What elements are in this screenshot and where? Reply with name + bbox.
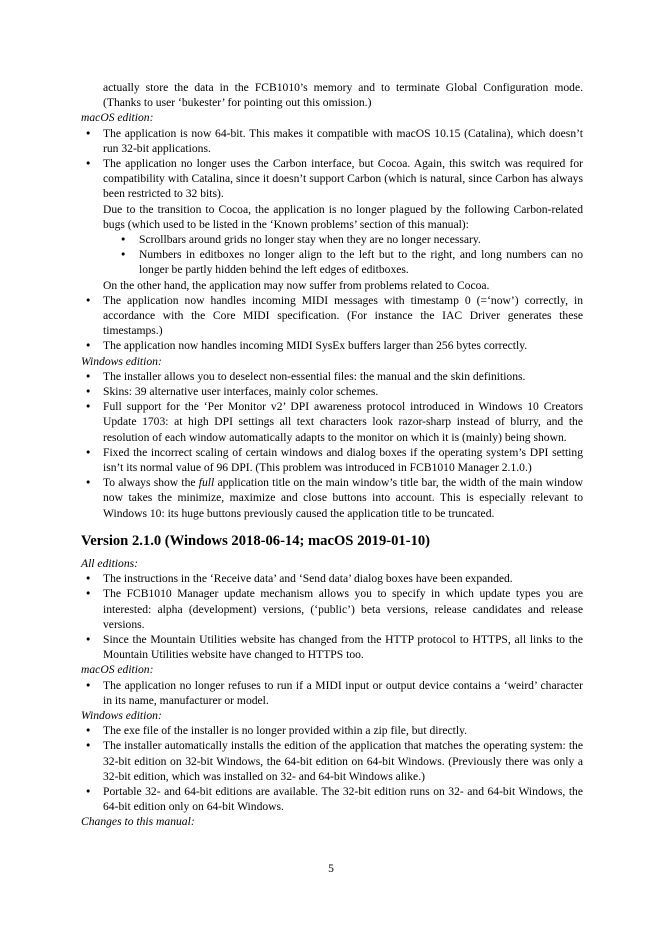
bullet-icon: ● <box>86 478 91 487</box>
bullet-icon: ● <box>86 295 91 304</box>
list-item <box>81 338 583 353</box>
list-item-text: The application no longer refuses to run if a MIDI input or output device contains a ‘weird’ character in its name, manufacturer or model. <box>103 678 583 707</box>
bullet-icon: ● <box>86 680 91 689</box>
bullet-icon: ● <box>86 574 91 583</box>
bullet-icon: ● <box>86 634 91 643</box>
list-item-text: The exe file of the installer is no longer provided within a zip file, but directly. <box>103 724 468 738</box>
page-number: 5 <box>328 862 334 875</box>
list-item <box>81 784 583 814</box>
list-item-text: The installer allows you to deselect non-essential files: the manual and the skin definitions. <box>103 369 526 383</box>
section-label: macOS edition: <box>81 663 154 677</box>
list-item-text: The application no longer uses the Carbon interface, but Cocoa. Again, this switch was required for compatibility with Catalina, since it doesn’t support Carbon (which is natural, since Carbon has always been restricted to 32 bits). <box>103 157 583 201</box>
list-item-text: The application now handles incoming MIDI messages with timestamp 0 (=‘now’) correctly, in accordance with the Core MIDI specification. (For instance the IAC Driver generates these timestamps.) <box>103 293 583 338</box>
bullet-icon: ● <box>86 589 91 598</box>
bullet-icon: ● <box>86 341 91 350</box>
list-item-text: The application is now 64-bit. This makes it compatible with macOS 10.15 (Catalina), which doesn’t run 32-bit applications. <box>103 126 583 155</box>
list-item <box>81 475 583 521</box>
bullet-icon: ● <box>86 387 91 396</box>
section-label: All editions: <box>81 556 138 570</box>
page-content <box>81 80 583 830</box>
list-item <box>81 571 583 586</box>
bullet-icon: ● <box>86 402 91 411</box>
list-item <box>81 738 583 784</box>
list-item-text: Skins: 39 alternative user interfaces, mainly color schemes. <box>103 385 379 399</box>
bullet-icon: ● <box>86 786 91 795</box>
sub-list-item-text: Numbers in editboxes no longer align to the left but to the right, and long numbers can no longer be partly hidden behind the left edges of editboxes. <box>139 248 583 277</box>
list-item-continuation: On the other hand, the application may now suffer from problems related to Cocoa. <box>103 278 490 292</box>
list-item-text: The FCB1010 Manager update mechanism allows you to specify in which update types you are interested: alpha (development) versions, (‘public’) beta versions, release candidates and release versions. <box>103 587 583 631</box>
list-item <box>81 399 583 445</box>
list-item <box>81 632 583 662</box>
list-item <box>81 156 583 202</box>
list-item <box>81 445 583 475</box>
paragraph-continuation: actually store the data in the FCB1010’s memory and to terminate Global Configuration mode. (Thanks to user ‘bukester’ for pointing out this omission.) <box>103 81 583 110</box>
sub-list-item-text: Scrollbars around grids no longer stay when they are no longer necessary. <box>139 233 481 247</box>
text-run: To always show the <box>103 476 199 490</box>
section-label: macOS edition: <box>81 111 154 125</box>
list-item-text: Fixed the incorrect scaling of certain windows and dialog boxes if the operating system’s DPI setting isn’t its normal value of 96 DPI. (This problem was introduced in FCB1010 Manager 2.1.0.) <box>103 445 583 475</box>
text-run: application title on the main window’s title bar, the width of the main window now takes the minimize, maximize and close buttons into account. This is especially relevant to Windows 10: its huge buttons previously caused the application title to be truncated. <box>103 476 583 520</box>
list-item-text: The instructions in the ‘Receive data’ and ‘Send data’ dialog boxes have been expanded. <box>103 572 513 586</box>
text-run-italic: full <box>198 476 215 490</box>
list-item <box>81 586 583 632</box>
list-item-text: The installer automatically installs the edition of the application that matches the operating system: the 32-bit edition on 32-bit Windows, the 64-bit edition on 64-bit Windows. (Previously there was only a 32-bit edition, which was installed on 32- and 64-bit Windows alike.) <box>103 739 583 783</box>
list-item <box>81 126 583 156</box>
list-item <box>81 723 583 738</box>
list-item-continuation: Due to the transition to Cocoa, the application is no longer plagued by the following Carbon-related bugs (which used to be listed in the ‘Known problems’ section of this manual): <box>103 202 583 231</box>
bullet-icon: ● <box>86 726 91 735</box>
sub-list-item <box>81 247 583 277</box>
section-label: Windows edition: <box>81 708 162 722</box>
list-item-text: The application now handles incoming MIDI SysEx buffers larger than 256 bytes correctly. <box>103 339 528 353</box>
bullet-icon: ● <box>86 128 91 137</box>
version-heading: Version 2.1.0 (Windows 2018-06-14; macOS 2019-01-10) <box>81 532 431 549</box>
bullet-icon: ● <box>86 371 91 380</box>
sub-list-item <box>81 232 583 247</box>
list-item <box>81 384 583 399</box>
bullet-icon: ● <box>121 250 126 259</box>
list-item <box>81 293 583 339</box>
list-item-text <box>103 476 583 519</box>
bullet-icon: ● <box>86 447 91 456</box>
list-item-text: Full support for the ‘Per Monitor v2’ DPI awareness protocol introduced in Windows 10 Creators Update 1703: at high DPI settings all text characters look razor-sharp instead of blurry, and the resolution of each window automatically adapts to the monitor on which it is (mainly) being shown. <box>103 400 583 444</box>
section-label: Changes to this manual: <box>81 815 195 829</box>
list-item-text: Since the Mountain Utilities website has changed from the HTTP protocol to HTTPS, all links to the Mountain Utilities website have changed to HTTPS too. <box>103 632 583 662</box>
bullet-icon: ● <box>86 741 91 750</box>
bullet-icon: ● <box>86 159 91 168</box>
list-item-text: Portable 32- and 64-bit editions are available. The 32-bit edition runs on 32- and 64-bit Windows, the 64-bit edition only on 64-bit Windows. <box>103 784 583 814</box>
list-item <box>81 369 583 384</box>
bullet-icon: ● <box>121 235 126 244</box>
list-item <box>81 678 583 708</box>
section-label: Windows edition: <box>81 354 162 368</box>
